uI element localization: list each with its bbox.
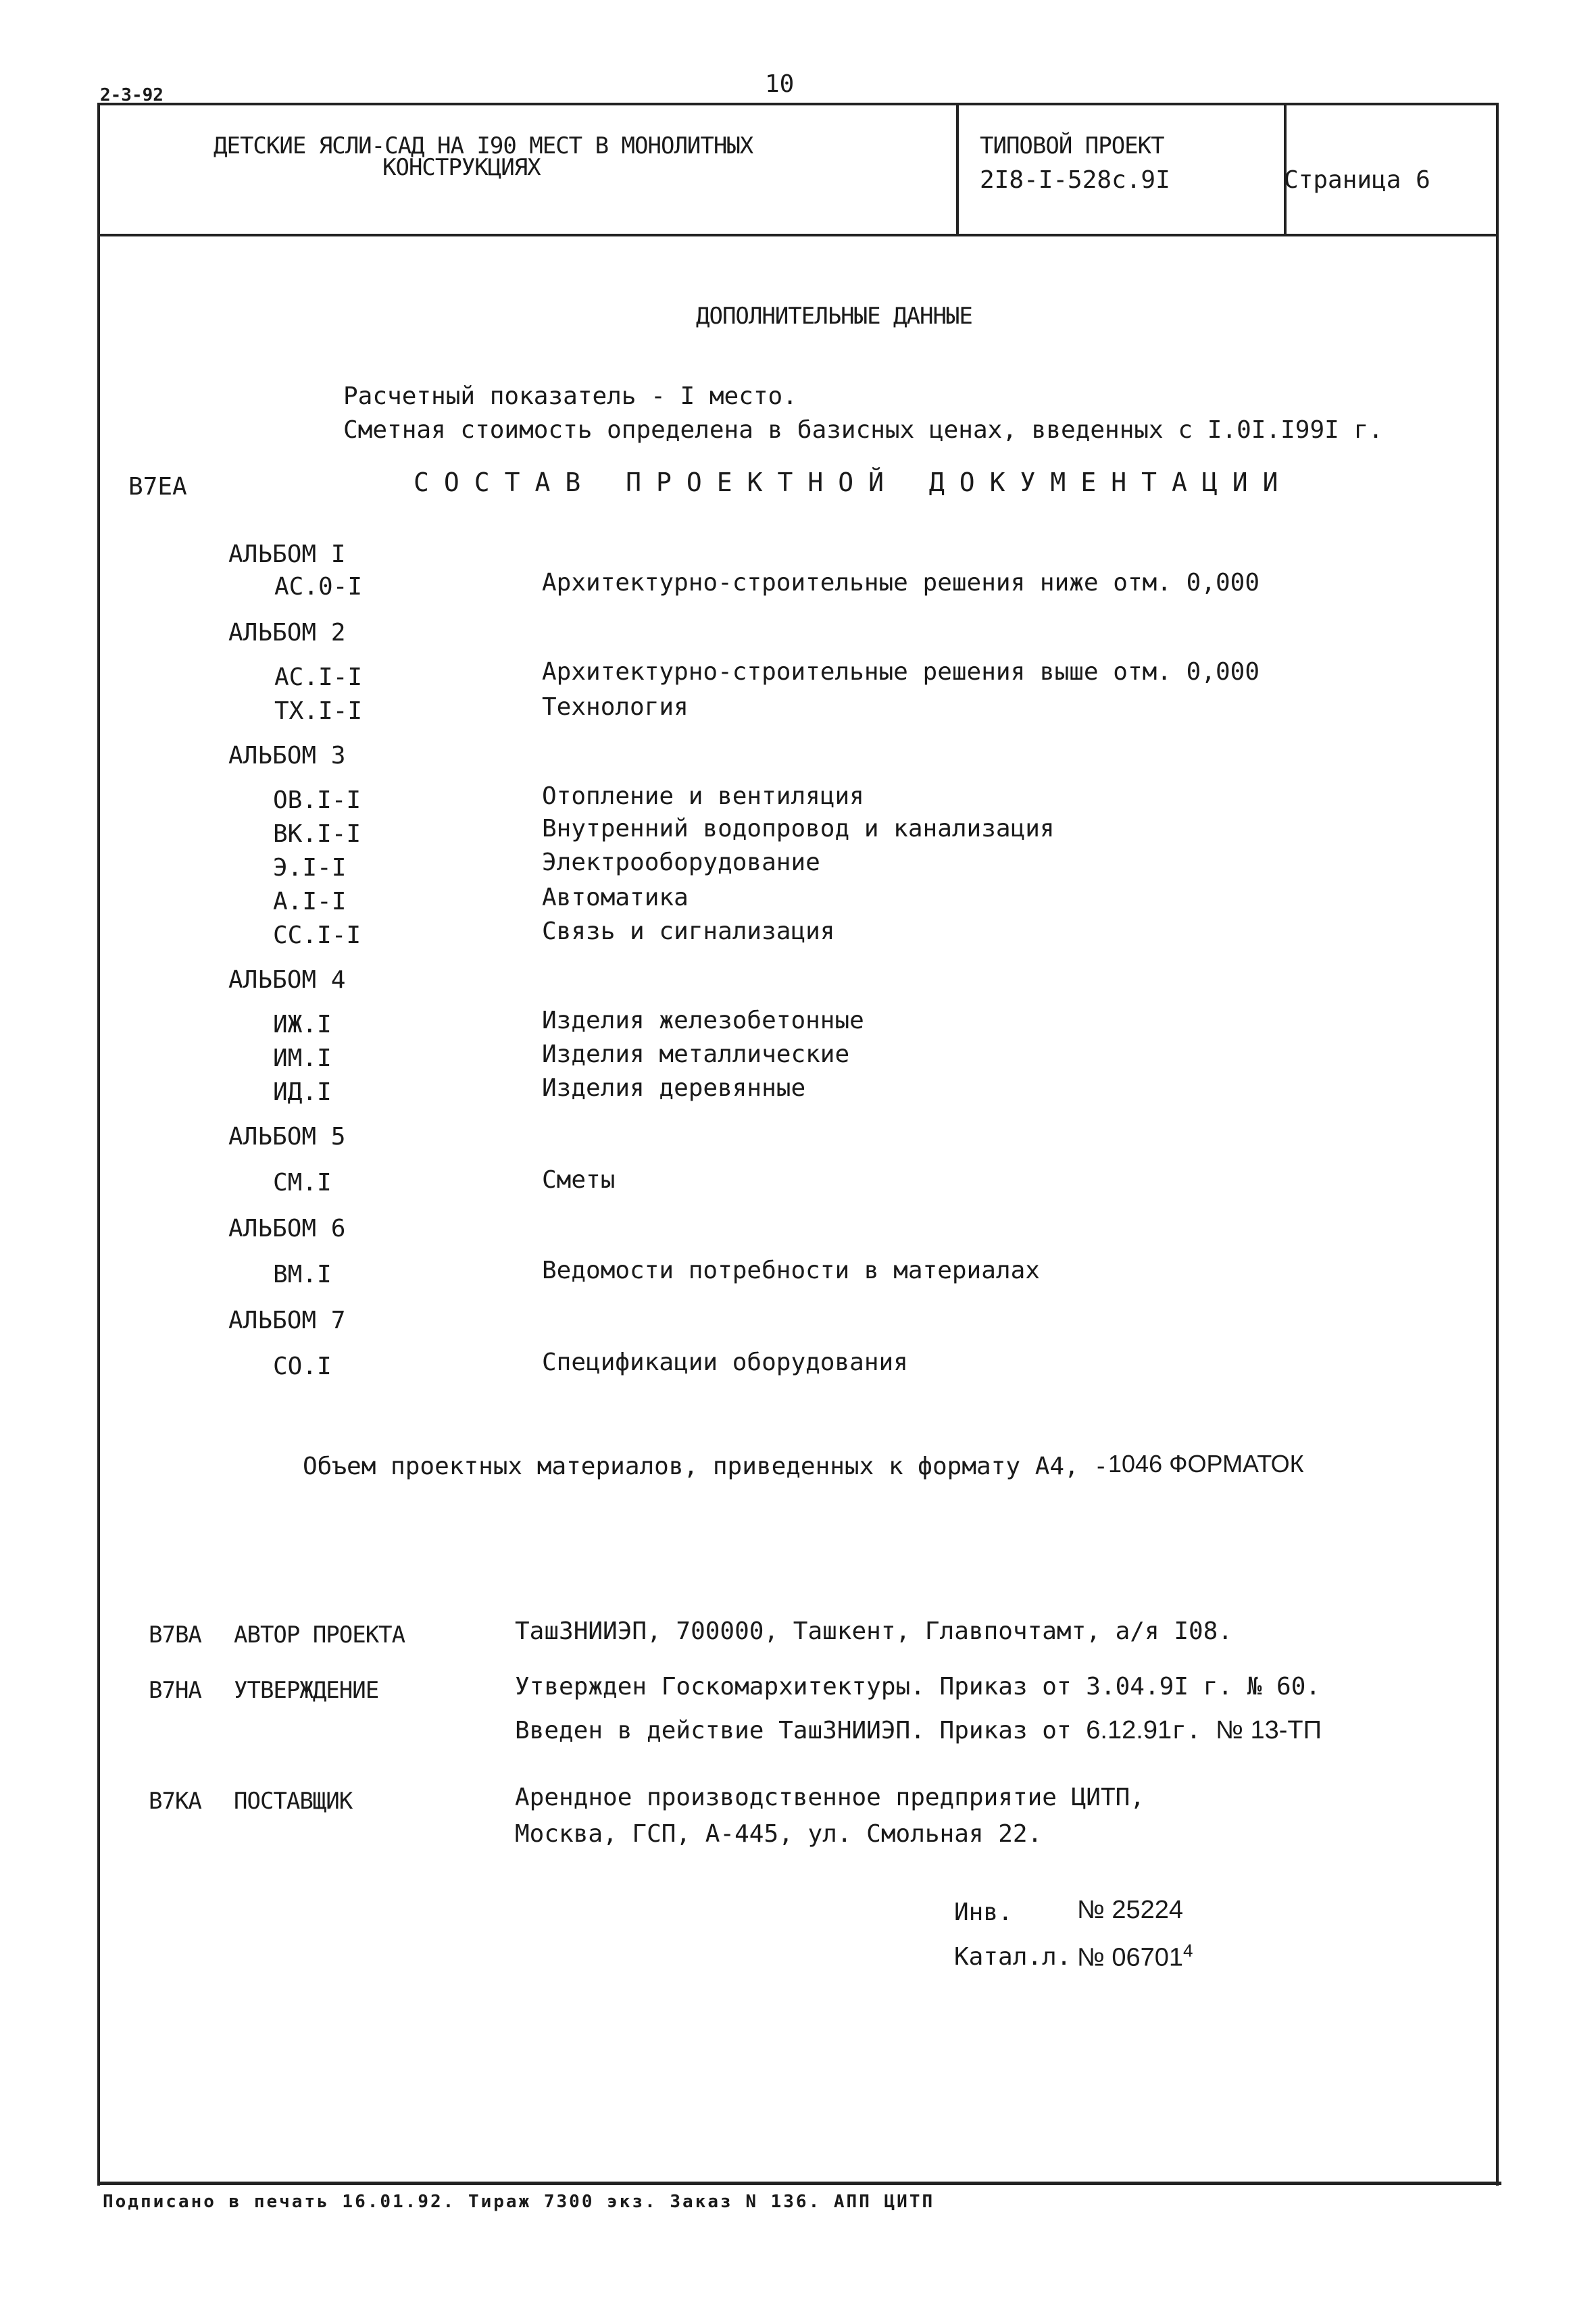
album-item-desc: Ведомости потребности в материалах [542,1257,1040,1284]
approval-code: В7НА [149,1677,201,1704]
album-item-code: СМ.I [273,1169,332,1197]
project-number: 2I8-I-528с.9I [980,166,1170,194]
page-frame-bottom [97,2182,1501,2185]
album-item-code: АС.I-I [274,663,363,691]
album-item-desc: Изделия металлические [542,1040,850,1068]
album-item-code: ИД.I [273,1078,332,1106]
composition-heading: СОСТАВ ПРОЕКТНОЙ ДОКУМЕНТАЦИИ [414,468,1293,497]
page-label: Страница 6 [1284,166,1430,194]
album-item-desc: Изделия железобетонные [542,1007,864,1034]
catalog-number-suffix: 4 [1183,1940,1193,1961]
volume-value: 1046 ФОРМАТОК [1108,1450,1304,1478]
album-item-desc: Отопление и вентиляция [542,782,864,810]
page-number: 10 [765,70,795,98]
album-item-code: АС.0-I [274,573,363,601]
album-title: АЛЬБОМ I [228,540,346,568]
album-item-desc: Изделия деревянные [542,1074,806,1102]
album-item-code: ИЖ.I [273,1011,332,1038]
album-title: АЛЬБОМ 7 [228,1307,346,1334]
author-code: В7ВА [149,1621,201,1649]
album-item-desc: Автоматика [542,884,689,911]
approval-line-1: Утвержден Госкомархитектуры. Приказ от 3.04.9I г. № 60. [515,1673,1321,1701]
album-item-desc: Архитектурно-строительные решения ниже отм. 0,000 [542,569,1260,597]
cost-basis: Сметная стоимость определена в базисных ценах, введенных с I.0I.I99I г. [343,416,1383,444]
album-item-code: СО.I [273,1353,332,1380]
supplier-line-1: Арендное производственное предприятие ЦИТП, [515,1784,1145,1811]
album-item-code: ТХ.I-I [274,697,363,725]
approval-order-number: № 13-ТП [1216,1716,1322,1744]
title-line-1: ДЕТСКИЕ ЯСЛИ-САД НА I90 МЕСТ В МОНОЛИТНЫХ [214,132,753,159]
approval-line-2-prefix: Введен в действие ТашЗНИИЭП. Приказ от [515,1717,1072,1744]
album-item-desc: Архитектурно-строительные решения выше отм. 0,000 [542,658,1260,686]
album-item-code: СС.I-I [273,922,361,949]
catalog-number-main: № 06701 [1077,1943,1183,1972]
approval-date: 6.12.91 [1086,1716,1172,1744]
supplier-code: В7КА [149,1788,201,1815]
title-block-divider [97,234,1499,236]
print-footer: Подписано в печать 16.01.92. Тираж 7300 экз. Заказ N 136. АПП ЦИТП [103,2192,935,2212]
album-item-desc: Электрооборудование [542,849,820,876]
calc-indicator: Расчетный показатель - I место. [343,382,797,410]
album-title: АЛЬБОМ 6 [228,1215,346,1242]
album-item-code: ВК.I-I [273,820,361,848]
album-item-desc: Технология [542,693,689,721]
composition-code: В7ЕА [128,473,187,501]
album-item-code: Э.I-I [273,854,347,882]
catalog-number [1077,1940,1193,1973]
title-block-separator-1 [956,103,959,235]
catalog-label: Катал.л. [954,1943,1072,1971]
additional-heading: ДОПОЛНИТЕЛЬНЫЕ ДАННЫЕ [696,303,972,330]
album-item-desc: Спецификации оборудования [542,1349,908,1376]
album-item-code: ОВ.I-I [273,786,361,814]
volume-text: Объем проектных материалов, приведенных к формату А4, - [303,1453,1109,1480]
title-line-2: КОНСТРУКЦИЯХ [382,154,541,181]
project-label: ТИПОВОЙ ПРОЕКТ [980,132,1164,159]
album-item-code: ИМ.I [273,1045,332,1072]
supplier-line-2: Москва, ГСП, А-445, ул. Смольная 22. [515,1820,1043,1848]
inventory-number: № 25224 [1077,1896,1183,1924]
album-item-desc: Внутренний водопровод и канализация [542,815,1055,842]
approval-label: УТВЕРЖДЕНИЕ [234,1677,379,1704]
album-title: АЛЬБОМ 5 [228,1123,346,1151]
album-item-code: А.I-I [273,888,347,915]
album-title: АЛЬБОМ 2 [228,619,346,647]
album-item-code: ВМ.I [273,1261,332,1288]
approval-line-2 [515,1716,1322,1745]
album-item-desc: Сметы [542,1166,616,1194]
album-title: АЛЬБОМ 3 [228,742,346,770]
inventory-label: Инв. [954,1898,1013,1926]
album-title: АЛЬБОМ 4 [228,966,346,994]
approval-year-suffix: г. [1172,1717,1201,1744]
album-item-desc: Связь и сигнализация [542,917,835,945]
document-code: 2-3-92 [100,85,164,105]
supplier-label: ПОСТАВЩИК [234,1788,353,1815]
author-value: ТашЗНИИЭП, 700000, Ташкент, Главпочтамт, а/я I08. [515,1617,1233,1645]
author-label: АВТОР ПРОЕКТА [234,1621,405,1649]
